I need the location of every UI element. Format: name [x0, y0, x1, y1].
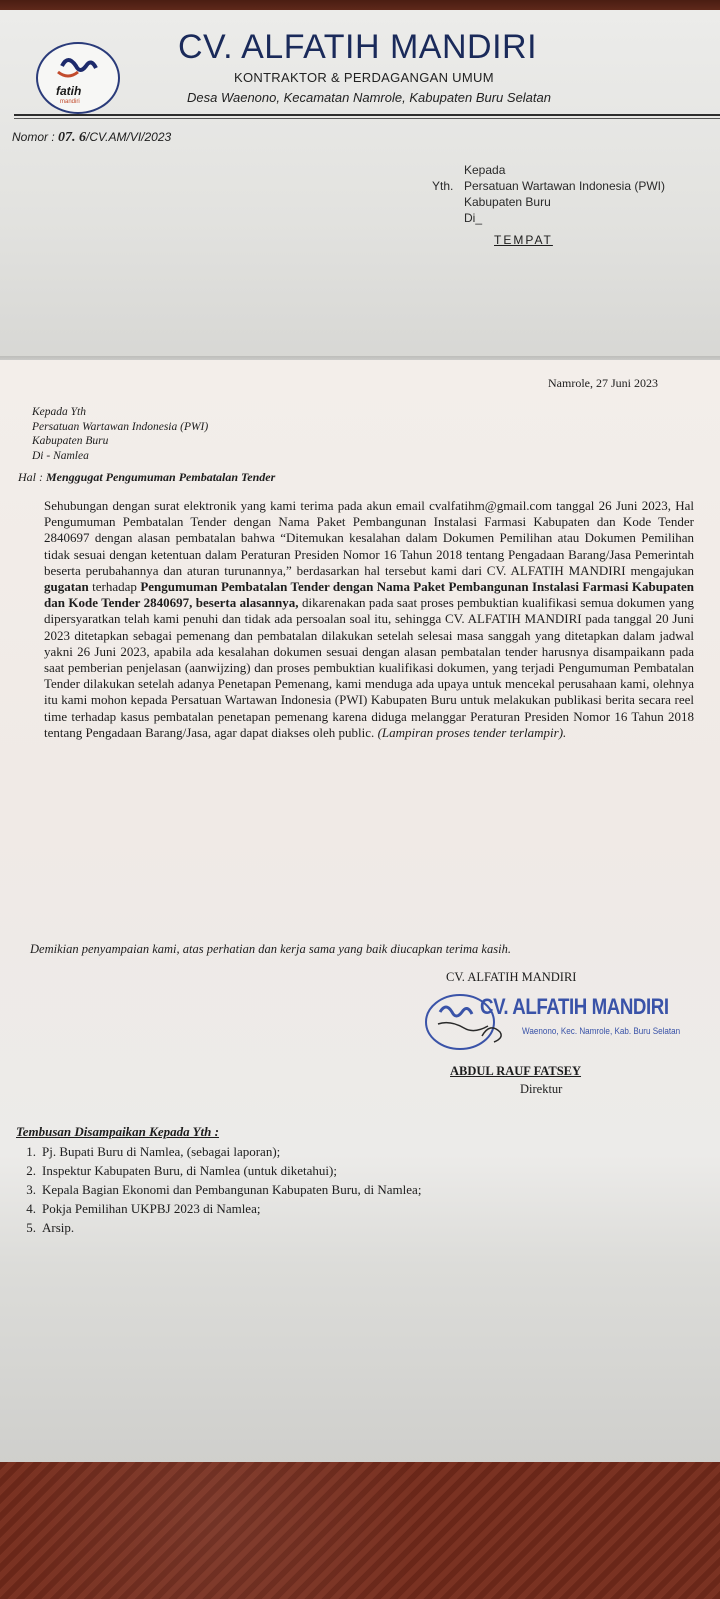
signer-title: Direktur [520, 1082, 563, 1096]
cc-text: Arsip. [42, 1220, 75, 1235]
signer-name: ABDUL RAUF FATSEY [450, 1064, 582, 1078]
subject-line [18, 470, 275, 485]
company-name: CV. ALFATIH MANDIRI [178, 28, 538, 66]
logo-text: fatih [56, 84, 82, 98]
logo-subtext: mandiri [60, 99, 80, 105]
cc-item [8, 1161, 421, 1180]
subject-text: Menggugat Pengumuman Pembatalan Tender [46, 470, 276, 484]
body-text: dikarenakan pada saat proses pembuktian kualifikasi semua dokumen yang dipersyaratkan telah kami penuhi dan tidak ada persoalan soal itu, sehingga CV. ALFATIH MANDIRI pada tanggal 20 Juni 2023 ditetapkan sebagai pemenang dan pembatalan dilakukan setelah selesai masa sanggah yang ditetapkan dalam jadwal yakni 26 Juni 2023, apabila ada kesalahan dokumen sesuai dengan alasan pembatalan tender harusnya disampaikann pada saat pemberian penjelasan (aanwijzing) dan proses pembuktian kualifikasi dokumen, yang terjadi Pengumuman Pembatalan Tender dilakukan setelah adanya Penetapan Pemenang, kami menduga ada upaya untuk mencekal perusahaan kami, olehnya itu kami mohon kepada Persatuan Wartawan Indonesia (PWI) Kabupaten Buru untuk melakukan publikasi berita secara reel time terhadap kasus pembatalan penetapan pemenang karena diduga melanggar Peraturan Presiden Nomor 16 Tahun 2018 tentang Pengadaan Barang/Jasa, agar dapat diakses oleh public. [44, 595, 694, 740]
nomor-label: Nomor : [12, 130, 55, 144]
signer-company: CV. ALFATIH MANDIRI [446, 970, 577, 984]
cc-list [8, 1142, 421, 1237]
cc-number: 4. [26, 1201, 36, 1216]
letter-number [12, 130, 171, 146]
company-stamp [424, 992, 681, 1052]
subject-label: Hal : [18, 470, 43, 484]
cc-item [8, 1142, 421, 1161]
stamp-title: CV. ALFATIH MANDIRI [480, 994, 669, 1019]
cc-item [8, 1218, 421, 1237]
letterhead-rule [14, 114, 720, 116]
body-text: Sehubungan dengan surat elektronik yang kami terima pada akun email cvalfatihm@gmail.com tanggal 26 Juni 2023, Hal Pengumuman Pembatalan Tender dengan Nama Paket Pembangunan Instalasi Farmasi Kabupaten dan Kode Tender 2840697 dengan alasan pembatalan bahwa “Ditemukan kesalahan dalam Dokumen Pemilihan atau Dokumen Pemilihan tidak sesuai dengan ketentuan dalam Peraturan Presiden Nomor 16 Tahun 2018 tentang Pengadaan Barang/Jasa Pemerintah beserta perubahannya dan aturan turunannya,” berdasarkan hal tersebut kami dari CV. ALFATIH MANDIRI mengajukan [44, 498, 694, 578]
cc-item [8, 1199, 421, 1218]
stamp-address: Waenono, Kec. Namrole, Kab. Buru Selatan [522, 1026, 681, 1036]
recipient-line: Kepada Yth [32, 406, 86, 418]
cc-text: Pokja Pemilihan UKPBJ 2023 di Namlea; [42, 1201, 261, 1216]
nomor-suffix: /CV.AM/VI/2023 [86, 130, 172, 144]
cc-number: 1. [26, 1144, 36, 1159]
cc-text: Inspektur Kabupaten Buru, di Namlea (untuk diketahui); [42, 1163, 337, 1178]
kepada-label: Kepada [464, 163, 506, 177]
nomor-handwritten: 07. 6 [58, 130, 87, 145]
letter-date: Namrole, 27 Juni 2023 [548, 376, 658, 390]
recipient-block [32, 405, 208, 463]
cc-title: Tembusan Disampaikan Kepada Yth : [16, 1124, 219, 1139]
company-address: Desa Waenono, Kecamatan Namrole, Kabupaten Buru Selatan [187, 90, 551, 105]
cc-number: 5. [26, 1220, 36, 1235]
recipient-name: Persatuan Wartawan Indonesia (PWI) [464, 179, 665, 193]
recipient-region: Kabupaten Buru [464, 195, 551, 209]
cc-item [8, 1180, 421, 1199]
fabric-background-bottom [0, 1462, 720, 1599]
cc-number: 2. [26, 1163, 36, 1178]
di-label: Di_ [464, 211, 483, 225]
letter-body [44, 498, 694, 741]
cc-number: 3. [26, 1182, 36, 1197]
letterhead-rule-thin [14, 118, 720, 119]
tempat-label: TEMPAT [494, 233, 553, 247]
cc-text: Kepala Bagian Ekonomi dan Pembangunan Kabupaten Buru, di Namlea; [42, 1182, 422, 1197]
body-bold: gugatan [44, 579, 89, 595]
recipient-line: Persatuan Wartawan Indonesia (PWI) [32, 420, 209, 433]
cc-text: Pj. Bupati Buru di Namlea, (sebagai laporan); [42, 1144, 281, 1159]
closing-line: Demikian penyampaian kami, atas perhatian dan kerja sama yang baik diucapkan terima kasih. [30, 942, 511, 956]
yth-label: Yth. [432, 179, 454, 193]
recipient-line: Di - Namlea [32, 449, 89, 462]
body-italic: (Lampiran proses tender terlampir). [377, 724, 567, 740]
body-bold: Pengumuman Pembatalan Tender dengan Nama Paket Pembangunan Instalasi Farmasi Kabupaten dan Kode Tender 2840697, beserta alasannya, [44, 579, 695, 611]
company-tagline: KONTRAKTOR & PERDAGANGAN UMUM [234, 70, 494, 85]
recipient-line: Kabupaten Buru [32, 435, 109, 447]
company-logo [36, 42, 120, 114]
body-text: terhadap [92, 579, 137, 595]
